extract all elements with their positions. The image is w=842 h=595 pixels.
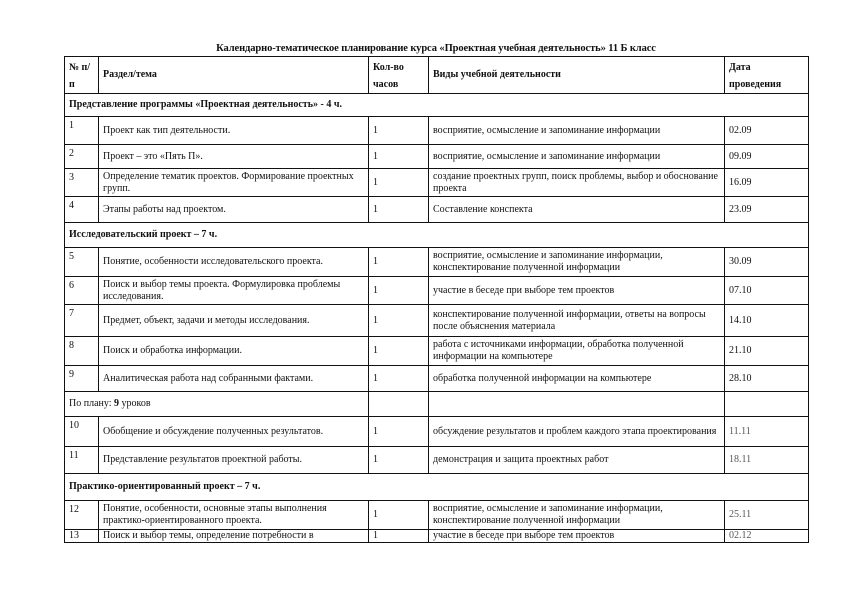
- table-row: [65, 366, 809, 392]
- row-num: 2: [65, 145, 99, 169]
- row-activity: восприятие, осмысление и запоминание информации, конспектирование полученной информации: [429, 248, 725, 277]
- document-title: Календарно-тематическое планирование курса «Проектная учебная деятельность» 11 Б класс: [216, 43, 656, 54]
- section-title: Практико-ориентированный проект – 7 ч.: [65, 474, 809, 501]
- table-row: [65, 337, 809, 366]
- row-num: 13: [65, 530, 99, 543]
- row-hours: 1: [369, 337, 429, 366]
- table-row: [65, 417, 809, 447]
- row-topic: Поиск и обработка информации.: [99, 337, 369, 366]
- header-num: № п/п: [65, 57, 99, 94]
- row-activity: восприятие, осмысление и запоминание информации: [429, 145, 725, 169]
- plan-note-prefix: По плану:: [69, 398, 114, 409]
- table-row: [65, 305, 809, 337]
- row-topic: Проект – это «Пять П».: [99, 145, 369, 169]
- row-date: 02.12: [725, 530, 809, 543]
- table-row: [65, 117, 809, 145]
- row-hours: 1: [369, 305, 429, 337]
- row-date: 16.09: [725, 169, 809, 197]
- row-date: 09.09: [725, 145, 809, 169]
- section-row: [65, 474, 809, 501]
- row-date: 25.11: [725, 501, 809, 530]
- row-topic: Этапы работы над проектом.: [99, 197, 369, 223]
- row-hours: 1: [369, 417, 429, 447]
- row-topic: Аналитическая работа над собранными фактами.: [99, 366, 369, 392]
- row-date: 14.10: [725, 305, 809, 337]
- row-hours: 1: [369, 277, 429, 305]
- row-activity: участие в беседе при выборе тем проектов: [429, 530, 725, 543]
- row-num: 1: [65, 117, 99, 145]
- row-hours: 1: [369, 501, 429, 530]
- row-num: 8: [65, 337, 99, 366]
- section-title: Исследовательский проект – 7 ч.: [65, 223, 809, 248]
- plan-note: [65, 392, 369, 417]
- row-topic: Понятие, особенности, основные этапы выполнения практико-ориентированного проекта.: [99, 501, 369, 530]
- plan-note-count: 9: [114, 398, 119, 409]
- row-hours: 1: [369, 117, 429, 145]
- header-topic: Раздел/тема: [99, 57, 369, 94]
- header-date: Дата проведения: [725, 57, 809, 94]
- row-hours: 1: [369, 169, 429, 197]
- row-date: 02.09: [725, 117, 809, 145]
- row-num: 6: [65, 277, 99, 305]
- row-activity: участие в беседе при выборе тем проектов: [429, 277, 725, 305]
- plan-note-row: [65, 392, 809, 417]
- row-activity: конспектирование полученной информации, ответы на вопросы после объяснения материала: [429, 305, 725, 337]
- table-row: [65, 145, 809, 169]
- section-row: [65, 94, 809, 117]
- table-row: [65, 248, 809, 277]
- header-hours: Кол-во часов: [369, 57, 429, 94]
- section-title: Представление программы «Проектная деятельность» - 4 ч.: [65, 94, 809, 117]
- row-num: 9: [65, 366, 99, 392]
- row-date: 30.09: [725, 248, 809, 277]
- row-hours: 1: [369, 145, 429, 169]
- row-date: 23.09: [725, 197, 809, 223]
- empty-cell: [429, 392, 725, 417]
- row-topic: Поиск и выбор темы проекта. Формулировка проблемы исследования.: [99, 277, 369, 305]
- row-activity: обсуждение результатов и проблем каждого этапа проектирования: [429, 417, 725, 447]
- empty-cell: [369, 392, 429, 417]
- row-date: 21.10: [725, 337, 809, 366]
- plan-note-suffix: уроков: [119, 398, 151, 409]
- schedule-table: [64, 56, 809, 543]
- table-row: [65, 447, 809, 474]
- row-activity: восприятие, осмысление и запоминание информации, конспектирование полученной информации: [429, 501, 725, 530]
- row-date: 18.11: [725, 447, 809, 474]
- row-topic: Понятие, особенности исследовательского проекта.: [99, 248, 369, 277]
- row-topic: Предмет, объект, задачи и методы исследования.: [99, 305, 369, 337]
- row-activity: создание проектных групп, поиск проблемы, выбор и обоснование проекта: [429, 169, 725, 197]
- empty-cell: [725, 392, 809, 417]
- row-activity: восприятие, осмысление и запоминание информации: [429, 117, 725, 145]
- row-num: 11: [65, 447, 99, 474]
- row-hours: 1: [369, 447, 429, 474]
- table-row: [65, 530, 809, 543]
- row-num: 10: [65, 417, 99, 447]
- row-activity: демонстрация и защита проектных работ: [429, 447, 725, 474]
- table-header-row: [65, 57, 809, 94]
- row-hours: 1: [369, 197, 429, 223]
- row-date: 11.11: [725, 417, 809, 447]
- row-num: 3: [65, 169, 99, 197]
- row-activity: работа с источниками информации, обработка полученной информации на компьютере: [429, 337, 725, 366]
- row-hours: 1: [369, 248, 429, 277]
- row-activity: Составление конспекта: [429, 197, 725, 223]
- row-hours: 1: [369, 366, 429, 392]
- row-topic: Определение тематик проектов. Формирование проектных групп.: [99, 169, 369, 197]
- row-num: 7: [65, 305, 99, 337]
- table-row: [65, 169, 809, 197]
- row-num: 4: [65, 197, 99, 223]
- row-hours: 1: [369, 530, 429, 543]
- row-num: 12: [65, 501, 99, 530]
- row-topic: Проект как тип деятельности.: [99, 117, 369, 145]
- table-row: [65, 197, 809, 223]
- header-activities: Виды учебной деятельности: [429, 57, 725, 94]
- row-num: 5: [65, 248, 99, 277]
- row-activity: обработка полученной информации на компьютере: [429, 366, 725, 392]
- row-topic: Обобщение и обсуждение полученных результатов.: [99, 417, 369, 447]
- row-topic: Поиск и выбор темы, определение потребности в: [99, 530, 369, 543]
- table-row: [65, 277, 809, 305]
- row-date: 28.10: [725, 366, 809, 392]
- row-date: 07.10: [725, 277, 809, 305]
- table-row: [65, 501, 809, 530]
- section-row: [65, 223, 809, 248]
- row-topic: Представление результатов проектной работы.: [99, 447, 369, 474]
